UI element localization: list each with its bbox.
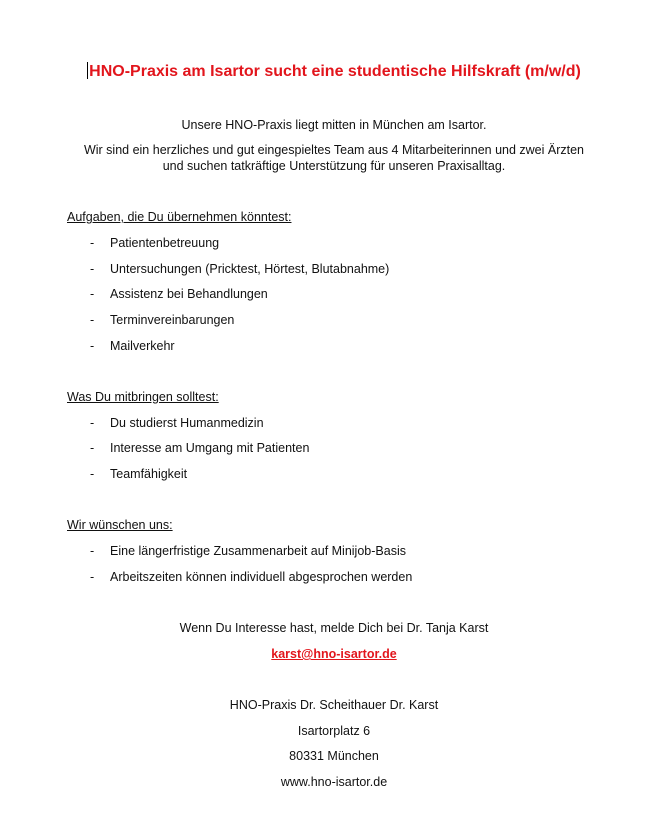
list-item: Patientenbetreuung: [110, 236, 220, 250]
list-marker: -: [90, 544, 95, 558]
list-marker: -: [90, 262, 95, 276]
address-city: 80331 München: [289, 749, 379, 763]
contact-email-link[interactable]: karst@hno-isartor.de: [271, 647, 397, 661]
address-street: Isartorplatz 6: [297, 724, 371, 738]
list-item: Eine längerfristige Zusammenarbeit auf Minijob-Basis: [110, 544, 406, 558]
list-marker: -: [90, 416, 95, 430]
list-marker: -: [90, 236, 95, 250]
wishes-heading: Wir wünschen uns:: [67, 518, 173, 532]
intro-line-3: und suchen tatkräftige Unterstützung für unseren Praxisalltag.: [162, 159, 506, 173]
list-item: Untersuchungen (Pricktest, Hörtest, Blutabnahme): [110, 262, 390, 276]
list-item: Assistenz bei Behandlungen: [110, 287, 268, 301]
address-name: HNO-Praxis Dr. Scheithauer Dr. Karst: [229, 698, 439, 712]
contact-email-row: [0, 647, 668, 661]
list-marker: -: [90, 339, 95, 353]
list-item: Arbeitszeiten können individuell abgesprochen werden: [110, 570, 413, 584]
intro-line-1: Unsere HNO-Praxis liegt mitten in München am Isartor.: [181, 118, 487, 132]
list-item: Du studierst Humanmedizin: [110, 416, 264, 430]
intro-line-2: Wir sind ein herzliches und gut eingespieltes Team aus 4 Mitarbeiterinnen und zwei Ärzten: [83, 143, 585, 157]
list-item: Mailverkehr: [110, 339, 175, 353]
contact-text: Wenn Du Interesse hast, melde Dich bei Dr. Tanja Karst: [179, 621, 489, 635]
list-marker: -: [90, 287, 95, 301]
list-marker: -: [90, 313, 95, 327]
list-item: Terminvereinbarungen: [110, 313, 235, 327]
title-text: HNO-Praxis am Isartor sucht eine studentische Hilfskraft (m/w/d): [89, 63, 581, 80]
list-marker: -: [90, 570, 95, 584]
list-item: Teamfähigkeit: [110, 467, 188, 481]
list-item: Interesse am Umgang mit Patienten: [110, 441, 310, 455]
list-marker: -: [90, 467, 95, 481]
address-website: www.hno-isartor.de: [280, 775, 388, 789]
text-cursor: [87, 62, 88, 79]
tasks-heading: Aufgaben, die Du übernehmen könntest:: [67, 210, 292, 224]
requirements-heading: Was Du mitbringen solltest:: [67, 390, 219, 404]
document-title: [0, 62, 668, 81]
list-marker: -: [90, 441, 95, 455]
